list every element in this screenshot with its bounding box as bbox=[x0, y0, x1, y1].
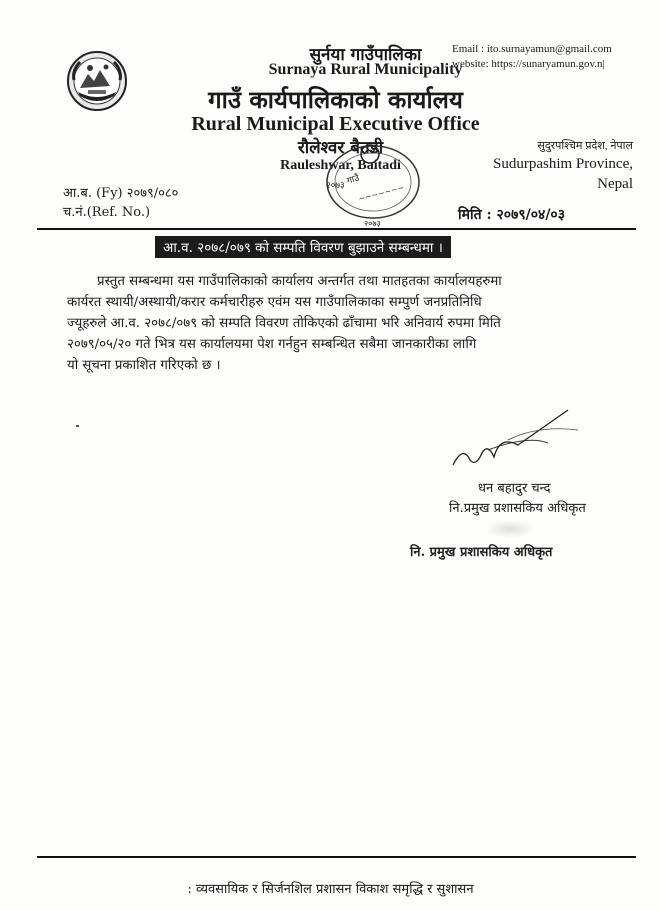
province-block bbox=[493, 138, 633, 193]
province-en-line1: Sudurpashim Province, bbox=[493, 156, 633, 172]
office-name-np: गाउँ कार्यपालिकाको कार्यालय bbox=[208, 85, 463, 114]
stamp-line1: गाउँ bbox=[345, 173, 361, 187]
letter-date: मिति : २०७९/०४/०३ bbox=[458, 207, 565, 223]
ink-speck bbox=[76, 425, 79, 427]
email-text: Email : ito.surnayamun@gmail.com bbox=[452, 43, 612, 55]
body-line-5: यो सूचना प्रकाशित गरिएको छ । bbox=[67, 358, 221, 373]
contact-info bbox=[452, 42, 612, 72]
letter-body bbox=[67, 271, 603, 376]
stamp-year: २०७३ bbox=[364, 219, 381, 228]
municipality-name-np: सुर्नया गाउँपालिका bbox=[309, 45, 422, 65]
body-line-1: प्रस्तुत सम्बन्धमा यस गाउँपालिकाको कार्यालय अन्तर्गत तथा मातहतका कार्यालयहरुमा bbox=[97, 274, 502, 289]
body-line-2: कार्यरत स्थायी/अस्थायी/करार कर्मचारीहरु एवंम यस गाउँपालिकाका सम्पुर्ण जनप्रतिनिधि bbox=[67, 295, 482, 310]
subject-line: आ.व. २०७८/०७९ को सम्पति विवरण बुझाउने सम्बन्धमा । bbox=[155, 236, 451, 258]
body-line-4: २०७९/०५/२० गते भित्र यस कार्यालयमा पेश गर्नहुन सम्बन्धित सबैमा जानकारीका लागि bbox=[67, 337, 477, 352]
province-en-line2: Nepal bbox=[597, 176, 633, 192]
footer-divider bbox=[37, 856, 636, 858]
stamp-smudge bbox=[485, 520, 535, 538]
ref-number: च.नं.(Ref. No.) bbox=[63, 205, 151, 220]
location-en: Rauleshwar, Baitadi bbox=[280, 158, 401, 173]
reference-block bbox=[63, 184, 178, 222]
signatory-title: नि.प्रमुख प्रशासकिय अधिकृत bbox=[449, 501, 586, 516]
signatory-name: धन बहादुर चन्द bbox=[478, 481, 551, 496]
province-np: सुदुरपश्चिम प्रदेश, नेपाल bbox=[537, 140, 633, 152]
signature-icon bbox=[448, 405, 588, 475]
header-divider bbox=[37, 228, 636, 230]
stamp-line2: २०७३ bbox=[326, 181, 345, 191]
officer-seal-text: नि. प्रमुख प्रशासकिय अधिकृत bbox=[410, 545, 553, 560]
website-text: website: https://sunaryamun.gov.n| bbox=[452, 58, 605, 70]
body-line-3: ज्यूहरुले आ.व. २०७८/०७९ को सम्पति विवरण तोकिएको ढाँचामा भरि अनिवार्य रुपमा मिति bbox=[67, 316, 501, 331]
office-stamp-icon bbox=[318, 140, 428, 230]
municipality-name-en: Surnaya Rural Municipality bbox=[268, 61, 463, 78]
svg-text:~~~~~~~: ~~~~~~~ bbox=[357, 182, 406, 204]
office-name-en: Rural Municipal Executive Office bbox=[191, 113, 480, 135]
location-np: रौलेश्वर बैतडी bbox=[297, 138, 384, 158]
fiscal-year: आ.ब. (Fy) २०७९/०८० bbox=[63, 186, 179, 201]
footer-motto: : व्यवसायिक र सिर्जनशिल प्रशासन विकाश समृद्धि र सुशासन bbox=[187, 882, 474, 897]
